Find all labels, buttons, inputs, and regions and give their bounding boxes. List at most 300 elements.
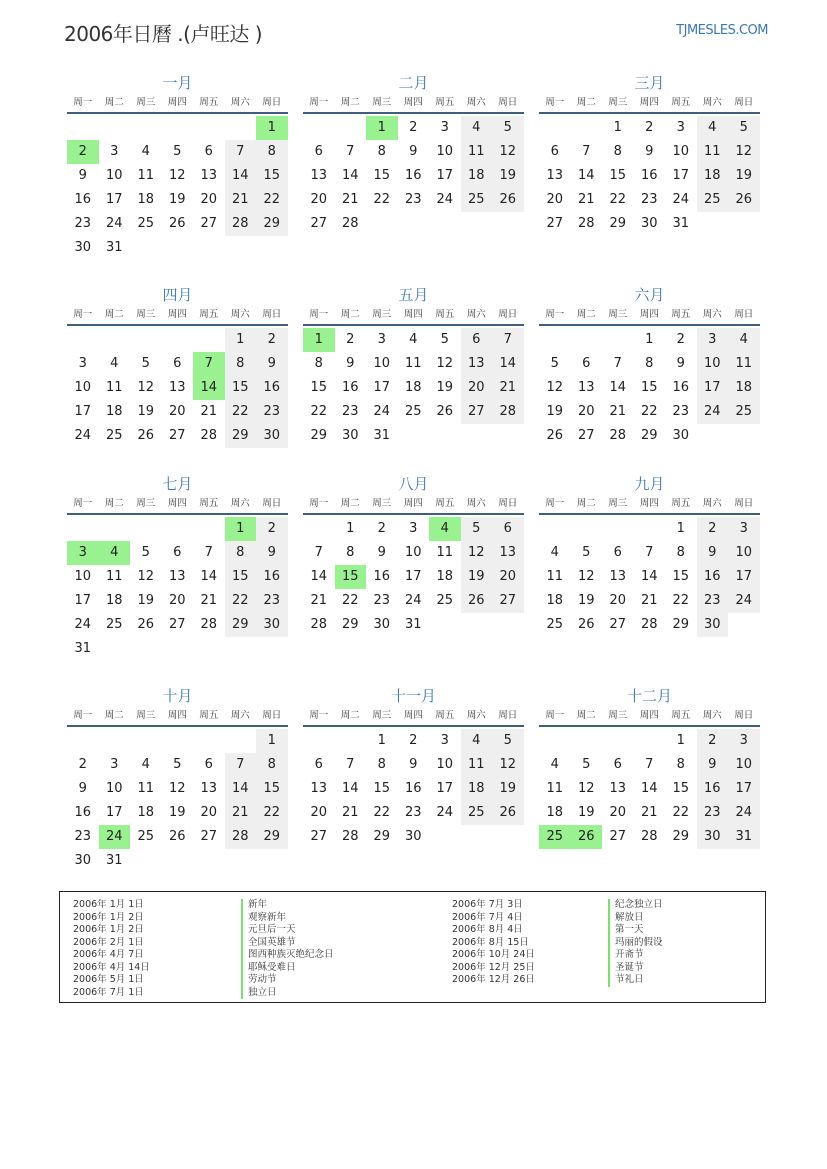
weekday-label: 周六	[702, 309, 722, 320]
day-cell: 28	[640, 617, 658, 632]
page-title: 2006年日曆 .(卢旺达 )	[64, 22, 263, 46]
day-cell: 1	[256, 729, 288, 753]
day-cell: 31	[373, 428, 391, 443]
day-cell: 6	[204, 144, 213, 159]
day-cell: 14	[225, 777, 257, 801]
day-cell: 16	[697, 777, 729, 801]
day-grid	[67, 114, 288, 258]
day-cell: 7	[582, 144, 591, 159]
day-grid	[303, 114, 524, 258]
day-cell: 11	[404, 356, 422, 371]
weekday-label: 周三	[136, 710, 156, 721]
day-cell: 5	[173, 757, 182, 772]
day-cell: 16	[256, 376, 288, 400]
day-cell: 29	[640, 428, 658, 443]
day-cell: 2	[697, 517, 729, 541]
holiday-date: 2006年 12月 25日	[452, 961, 535, 973]
weekday-label: 周五	[435, 309, 455, 320]
day-cell: 11	[697, 140, 729, 164]
day-cell: 7	[346, 757, 355, 772]
weekday-label: 周四	[639, 710, 659, 721]
day-cell: 22	[609, 192, 627, 207]
day-cell: 24	[728, 589, 760, 613]
weekday-label: 周一	[545, 97, 565, 108]
day-cell: 11	[728, 352, 760, 376]
weekday-label: 周五	[199, 309, 219, 320]
day-cell: 24	[436, 192, 454, 207]
weekday-label: 周二	[576, 309, 596, 320]
day-cell: 23	[404, 192, 422, 207]
day-cell: 19	[492, 164, 524, 188]
holiday-name: 纪念独立日	[608, 899, 663, 912]
day-cell: 6	[314, 144, 323, 159]
day-cell: 31	[105, 240, 123, 255]
day-cell: 11	[105, 569, 123, 584]
day-cell: 16	[74, 805, 92, 820]
day-cell: 27	[609, 829, 627, 844]
day-cell: 20	[310, 192, 328, 207]
day-cell: 2	[409, 733, 418, 748]
day-cell: 22	[256, 188, 288, 212]
day-cell: 22	[672, 593, 690, 608]
day-cell: 27	[577, 428, 595, 443]
day-cell: 19	[728, 164, 760, 188]
day-cell: 29	[672, 617, 690, 632]
weekday-header	[67, 707, 288, 727]
weekday-label: 周二	[576, 498, 596, 509]
holiday-date: 2006年 4月 14日	[73, 961, 150, 973]
day-cell: 7	[492, 328, 524, 352]
holiday-names-left	[241, 899, 334, 999]
day-cell: 19	[577, 805, 595, 820]
day-cell: 27	[200, 216, 218, 231]
day-cell: 22	[373, 805, 391, 820]
day-cell: 17	[728, 565, 760, 589]
month-calendar	[67, 72, 288, 258]
day-cell: 28	[225, 212, 257, 236]
month-calendar	[303, 685, 524, 871]
day-cell: 13	[168, 380, 186, 395]
weekday-label: 周三	[136, 498, 156, 509]
weekday-label: 周六	[466, 309, 486, 320]
day-cell: 18	[697, 164, 729, 188]
month-calendar	[303, 284, 524, 470]
day-cell: 10	[436, 144, 454, 159]
weekday-label: 周日	[734, 710, 754, 721]
day-cell: 13	[461, 352, 493, 376]
weekday-label: 周二	[340, 309, 360, 320]
month-calendar	[539, 284, 760, 470]
day-cell: 5	[141, 545, 150, 560]
day-cell: 29	[310, 428, 328, 443]
month-calendar	[67, 685, 288, 871]
day-grid	[67, 326, 288, 470]
day-cell: 26	[492, 801, 524, 825]
day-cell: 30	[640, 216, 658, 231]
day-cell: 16	[341, 380, 359, 395]
weekday-label: 周一	[73, 498, 93, 509]
day-cell: 28	[609, 428, 627, 443]
day-cell: 28	[225, 825, 257, 849]
day-cell: 24	[105, 216, 123, 231]
weekday-label: 周三	[608, 710, 628, 721]
day-cell: 20	[609, 593, 627, 608]
weekday-label: 周四	[403, 498, 423, 509]
day-cell: 13	[310, 781, 328, 796]
weekday-label: 周五	[671, 710, 691, 721]
day-cell: 30	[74, 853, 92, 868]
day-cell: 2	[256, 328, 288, 352]
day-cell: 22	[225, 589, 257, 613]
day-cell: 16	[256, 565, 288, 589]
day-cell: 26	[137, 428, 155, 443]
weekday-label: 周四	[167, 309, 187, 320]
day-cell: 2	[645, 120, 654, 135]
day-cell: 27	[310, 829, 328, 844]
day-cell: 19	[436, 380, 454, 395]
weekday-label: 周一	[73, 710, 93, 721]
day-cell: 8	[377, 144, 386, 159]
holiday-day-cell: 25	[539, 825, 571, 849]
holiday-day-cell: 26	[571, 825, 603, 849]
holiday-day-cell: 3	[67, 541, 99, 565]
day-cell: 26	[168, 829, 186, 844]
day-cell: 29	[672, 829, 690, 844]
day-cell: 18	[546, 805, 564, 820]
day-cell: 11	[137, 781, 155, 796]
day-cell: 11	[436, 545, 454, 560]
day-cell: 3	[409, 521, 418, 536]
day-cell: 10	[404, 545, 422, 560]
day-cell: 4	[110, 356, 119, 371]
day-cell: 6	[461, 328, 493, 352]
day-cell: 14	[225, 164, 257, 188]
day-cell: 8	[256, 140, 288, 164]
brand-link[interactable]: TJMESLES.COM	[676, 23, 768, 38]
day-cell: 7	[613, 356, 622, 371]
month-name: 十月	[162, 687, 193, 705]
month-name: 九月	[634, 475, 665, 493]
day-cell: 22	[341, 593, 359, 608]
day-cell: 1	[645, 332, 654, 347]
day-cell: 19	[137, 593, 155, 608]
day-cell: 5	[582, 545, 591, 560]
day-cell: 22	[373, 192, 391, 207]
day-cell: 5	[440, 332, 449, 347]
weekday-label: 周日	[734, 97, 754, 108]
day-cell: 13	[609, 781, 627, 796]
day-cell: 2	[697, 729, 729, 753]
day-cell: 13	[200, 781, 218, 796]
day-cell: 18	[404, 380, 422, 395]
weekday-label: 周日	[498, 710, 518, 721]
day-cell: 15	[256, 164, 288, 188]
day-cell: 28	[200, 428, 218, 443]
day-cell: 3	[78, 356, 87, 371]
day-cell: 23	[697, 801, 729, 825]
day-grid	[303, 326, 524, 470]
day-cell: 18	[436, 569, 454, 584]
day-cell: 23	[640, 192, 658, 207]
day-cell: 27	[546, 216, 564, 231]
day-cell: 3	[440, 733, 449, 748]
day-cell: 3	[697, 328, 729, 352]
holiday-date: 2006年 1月 2日	[73, 911, 144, 923]
day-cell: 1	[676, 521, 685, 536]
day-cell: 30	[373, 617, 391, 632]
day-cell: 24	[74, 428, 92, 443]
month-calendar	[67, 284, 288, 470]
day-cell: 21	[341, 805, 359, 820]
day-cell: 25	[697, 188, 729, 212]
day-cell: 12	[728, 140, 760, 164]
day-cell: 29	[225, 613, 257, 637]
day-cell: 27	[168, 617, 186, 632]
holiday-day-cell: 1	[366, 116, 398, 140]
weekday-label: 周六	[466, 97, 486, 108]
day-cell: 6	[314, 757, 323, 772]
day-cell: 27	[492, 589, 524, 613]
day-cell: 8	[225, 352, 257, 376]
day-cell: 11	[137, 168, 155, 183]
day-cell: 18	[137, 192, 155, 207]
weekday-header	[539, 707, 760, 727]
day-cell: 5	[582, 757, 591, 772]
day-cell: 4	[141, 144, 150, 159]
month-name: 一月	[162, 74, 193, 92]
day-cell: 11	[105, 380, 123, 395]
day-cell: 14	[341, 781, 359, 796]
day-cell: 26	[137, 617, 155, 632]
day-cell: 12	[137, 380, 155, 395]
weekday-label: 周六	[466, 498, 486, 509]
day-cell: 7	[225, 753, 257, 777]
day-cell: 21	[225, 188, 257, 212]
day-cell: 30	[74, 240, 92, 255]
holiday-date: 2006年 4月 7日	[73, 949, 144, 960]
holiday-date: 2006年 7月 4日	[452, 911, 523, 923]
day-cell: 2	[346, 332, 355, 347]
day-cell: 19	[492, 777, 524, 801]
day-cell: 9	[256, 541, 288, 565]
weekday-label: 周四	[639, 97, 659, 108]
day-cell: 11	[461, 753, 493, 777]
day-cell: 25	[105, 617, 123, 632]
day-cell: 15	[225, 565, 257, 589]
month-name: 五月	[398, 286, 429, 304]
day-cell: 7	[645, 757, 654, 772]
day-cell: 20	[200, 192, 218, 207]
day-cell: 9	[256, 352, 288, 376]
day-cell: 2	[78, 757, 87, 772]
weekday-label: 周日	[734, 309, 754, 320]
day-cell: 8	[256, 753, 288, 777]
day-cell: 9	[377, 545, 386, 560]
day-cell: 23	[74, 216, 92, 231]
day-cell: 13	[546, 168, 564, 183]
day-cell: 23	[341, 404, 359, 419]
day-cell: 21	[577, 192, 595, 207]
weekday-label: 周二	[576, 97, 596, 108]
day-cell: 8	[314, 356, 323, 371]
day-grid	[539, 515, 760, 659]
day-cell: 16	[404, 168, 422, 183]
weekday-label: 周五	[199, 498, 219, 509]
month-name: 十二月	[626, 687, 672, 705]
holiday-day-cell: 24	[99, 825, 131, 849]
day-cell: 9	[697, 541, 729, 565]
weekday-label: 周日	[734, 498, 754, 509]
day-cell: 26	[492, 188, 524, 212]
day-cell: 15	[672, 569, 690, 584]
day-cell: 6	[173, 545, 182, 560]
day-cell: 14	[577, 168, 595, 183]
day-cell: 3	[728, 729, 760, 753]
day-grid	[539, 326, 760, 470]
weekday-label: 周五	[671, 309, 691, 320]
holiday-name: 观察新年	[241, 912, 334, 925]
day-cell: 3	[110, 757, 119, 772]
day-cell: 28	[200, 617, 218, 632]
weekday-label: 周二	[104, 97, 124, 108]
day-cell: 5	[492, 729, 524, 753]
day-cell: 23	[404, 805, 422, 820]
month-calendar	[303, 473, 524, 659]
day-cell: 2	[377, 521, 386, 536]
weekday-label: 周五	[671, 97, 691, 108]
weekday-label: 周日	[498, 309, 518, 320]
day-cell: 8	[346, 545, 355, 560]
day-cell: 15	[256, 777, 288, 801]
weekday-label: 周五	[435, 498, 455, 509]
weekday-label: 周一	[309, 710, 329, 721]
day-cell: 10	[436, 757, 454, 772]
day-cell: 19	[168, 192, 186, 207]
day-cell: 4	[550, 757, 559, 772]
day-cell: 3	[676, 120, 685, 135]
holiday-day-cell: 15	[335, 565, 367, 589]
holiday-name: 劳动节	[241, 974, 334, 987]
weekday-label: 周四	[403, 710, 423, 721]
day-cell: 10	[672, 144, 690, 159]
day-cell: 6	[550, 144, 559, 159]
day-cell: 10	[105, 168, 123, 183]
day-cell: 14	[640, 781, 658, 796]
day-cell: 24	[672, 192, 690, 207]
weekday-label: 周日	[262, 97, 282, 108]
day-cell: 19	[461, 565, 493, 589]
day-cell: 23	[256, 589, 288, 613]
weekday-label: 周四	[167, 97, 187, 108]
holiday-name: 新年	[241, 899, 334, 912]
day-cell: 15	[373, 168, 391, 183]
weekday-header	[539, 94, 760, 114]
day-cell: 5	[492, 116, 524, 140]
month-calendar	[303, 72, 524, 258]
day-cell: 16	[373, 569, 391, 584]
holiday-name: 圣诞节	[608, 962, 663, 975]
day-cell: 5	[461, 517, 493, 541]
month-calendar	[539, 473, 760, 659]
day-cell: 4	[409, 332, 418, 347]
day-cell: 17	[672, 168, 690, 183]
holiday-name: 玛丽的假设	[608, 937, 663, 950]
day-cell: 4	[461, 729, 493, 753]
day-cell: 18	[137, 805, 155, 820]
day-cell: 9	[78, 168, 87, 183]
weekday-label: 周六	[230, 498, 250, 509]
day-cell: 9	[697, 753, 729, 777]
month-calendar	[539, 685, 760, 871]
holiday-date: 2006年 7月 1日	[73, 986, 144, 998]
day-cell: 28	[341, 829, 359, 844]
holiday-date: 2006年 8月 4日	[452, 924, 523, 935]
holiday-date: 2006年 2月 1日	[73, 936, 144, 948]
holiday-date: 2006年 1月 1日	[73, 899, 144, 910]
day-cell: 25	[436, 593, 454, 608]
day-cell: 11	[546, 781, 564, 796]
day-cell: 6	[173, 356, 182, 371]
day-grid	[67, 727, 288, 871]
holiday-date: 2006年 12月 26日	[452, 974, 535, 985]
holiday-day-cell: 1	[303, 328, 335, 352]
day-cell: 3	[110, 144, 119, 159]
day-cell: 28	[310, 617, 328, 632]
day-cell: 12	[492, 140, 524, 164]
day-cell: 12	[546, 380, 564, 395]
day-cell: 17	[74, 593, 92, 608]
day-cell: 8	[645, 356, 654, 371]
day-cell: 1	[613, 120, 622, 135]
day-cell: 24	[373, 404, 391, 419]
day-cell: 17	[105, 805, 123, 820]
day-cell: 28	[492, 400, 524, 424]
day-cell: 22	[225, 400, 257, 424]
weekday-label: 周六	[702, 710, 722, 721]
day-cell: 22	[310, 404, 328, 419]
day-cell: 15	[640, 380, 658, 395]
weekday-header	[67, 495, 288, 515]
day-cell: 13	[310, 168, 328, 183]
day-cell: 23	[373, 593, 391, 608]
day-cell: 24	[728, 801, 760, 825]
weekday-label: 周五	[199, 97, 219, 108]
day-cell: 9	[645, 144, 654, 159]
day-cell: 27	[609, 617, 627, 632]
day-cell: 19	[546, 404, 564, 419]
weekday-label: 周一	[309, 309, 329, 320]
holiday-date: 2006年 8月 15日	[452, 936, 529, 948]
day-cell: 23	[256, 400, 288, 424]
day-cell: 19	[137, 404, 155, 419]
day-cell: 17	[697, 376, 729, 400]
day-cell: 24	[697, 400, 729, 424]
day-cell: 5	[728, 116, 760, 140]
day-cell: 6	[613, 757, 622, 772]
weekday-label: 周五	[199, 710, 219, 721]
day-cell: 31	[728, 825, 760, 849]
weekday-label: 周五	[435, 710, 455, 721]
holiday-date: 2006年 1月 2日	[73, 924, 144, 935]
day-cell: 14	[310, 569, 328, 584]
day-cell: 2	[409, 120, 418, 135]
day-cell: 12	[137, 569, 155, 584]
holiday-name: 全国英雄节	[241, 937, 334, 950]
day-cell: 7	[225, 140, 257, 164]
day-cell: 20	[168, 593, 186, 608]
day-cell: 28	[640, 829, 658, 844]
day-cell: 9	[409, 144, 418, 159]
